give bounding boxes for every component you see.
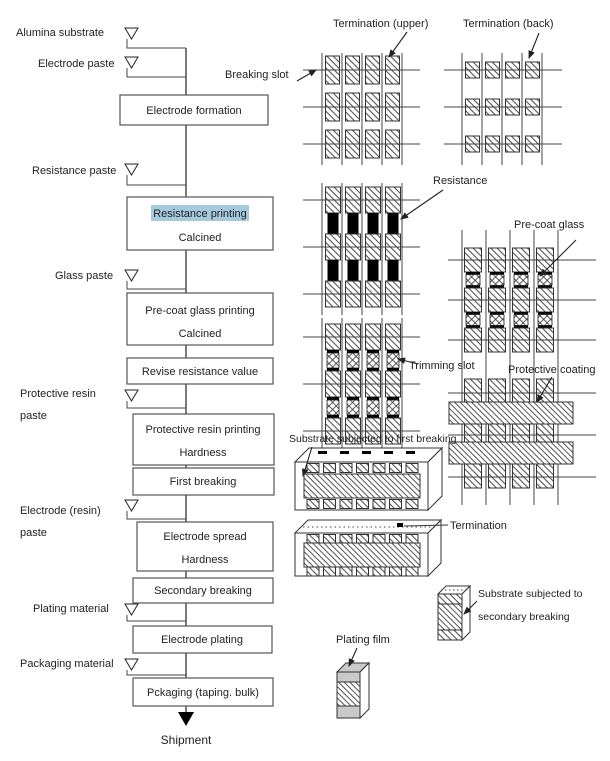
input-label-glass-paste: Glass paste [55, 270, 114, 282]
grid-termination-back [444, 53, 562, 165]
label-termination: Termination [450, 520, 507, 532]
step-label: Pre-coat glass printing [145, 305, 255, 317]
step-label: First breaking [169, 476, 237, 488]
step-label-2: Hardness [181, 554, 229, 566]
input-label-packaging-material: Packaging material [20, 658, 114, 670]
input-label-resistance-paste: Resistance paste [32, 165, 117, 177]
step-label: Protective resin printing [145, 424, 261, 436]
connector-electrode-paste [127, 68, 186, 77]
input-label-plating-material: Plating material [33, 603, 109, 615]
step-label: Revise resistance value [141, 366, 259, 378]
substrate-termination-3d [295, 520, 441, 576]
label-breaking-slot: Breaking slot [225, 69, 289, 81]
input-triangle-icon [125, 390, 138, 401]
label-protective-coating: Protective coating [508, 364, 596, 376]
input-triangle-icon [125, 164, 138, 175]
step-label-2: Calcined [178, 232, 222, 244]
label-trimming-slot: Trimming slot [409, 360, 475, 372]
grid-termination-upper [303, 53, 420, 165]
input-triangle-icon [125, 604, 138, 615]
step-label: Electrode formation [146, 105, 242, 117]
flow-step-secondary-breaking [133, 578, 273, 603]
connector-protective-resin [127, 401, 186, 408]
connector-alumina [127, 39, 186, 48]
label-resistance: Resistance [433, 175, 488, 187]
flow-step-protective-resin-printing [133, 414, 274, 465]
step-label: Secondary breaking [154, 585, 252, 597]
flow-step-packaging [133, 678, 273, 706]
connector-resistance-paste [127, 175, 186, 185]
step-label: Electrode spread [163, 531, 247, 543]
input-triangle-icon [125, 57, 138, 68]
input-label-electrode-paste: Electrode paste [38, 58, 115, 70]
grid-precoat-glass [448, 230, 596, 370]
input-triangle-icon [125, 500, 138, 511]
flow-step-precoat-glass-printing [127, 293, 273, 345]
chip-plating-film-3d [337, 663, 369, 718]
flow-step-first-breaking [133, 468, 274, 495]
label-termination-upper: Termination (upper) [333, 18, 429, 30]
step-label: Electrode plating [161, 634, 243, 646]
grid-resistance-printed [303, 183, 420, 315]
input-triangle-icon [125, 659, 138, 670]
input-label-electrode-resin: Electrode (resin) [20, 505, 101, 517]
flow-step-electrode-formation [120, 95, 268, 125]
flow-step-electrode-plating [133, 626, 272, 653]
termination-back-arrow [529, 33, 539, 58]
input-label-protective-resin: Protective resin [20, 388, 96, 400]
termination-upper-arrow [389, 32, 407, 57]
input-label-alumina-substrate: Alumina substrate [16, 27, 105, 39]
label-substrate-secondary-1: Substrate subjected to [478, 588, 583, 600]
label-substrate-first-breaking: Substrate subjected to first breaking [289, 433, 457, 445]
flowchart [16, 27, 274, 747]
resistance-arrow [401, 190, 443, 219]
shipment-arrow-icon [178, 712, 194, 726]
connector-glass-paste [127, 281, 186, 289]
shipment-label: Shipment [160, 733, 212, 747]
connector-packaging-material [127, 670, 186, 675]
label-plating-film: Plating film [336, 634, 390, 646]
step-label-2: Calcined [178, 328, 222, 340]
input-label-electrode-resin-2: paste [20, 527, 47, 539]
label-substrate-secondary-2: secondary breaking [478, 611, 570, 623]
breaking-slot-arrow [297, 70, 316, 81]
label-termination-back: Termination (back) [463, 18, 554, 30]
connector-plating-material [127, 615, 186, 621]
step-label: Pckaging (taping. bulk) [147, 687, 259, 699]
step-label-2: Hardness [179, 447, 227, 459]
label-precoat-glass: Pre-coat glass [514, 219, 585, 231]
input-label-protective-resin-2: paste [20, 410, 47, 422]
input-triangle-icon [125, 270, 138, 281]
flow-step-electrode-spread [137, 522, 273, 571]
flow-step-resistance-printing [127, 197, 273, 250]
connector-electrode-resin [127, 511, 186, 519]
flow-step-revise-resistance [127, 358, 273, 384]
input-triangle-icon [125, 28, 138, 39]
step-label: Resistance printing [153, 208, 247, 220]
substrate-first-breaking-3d [295, 448, 442, 510]
grid-protective-coating [448, 368, 596, 505]
